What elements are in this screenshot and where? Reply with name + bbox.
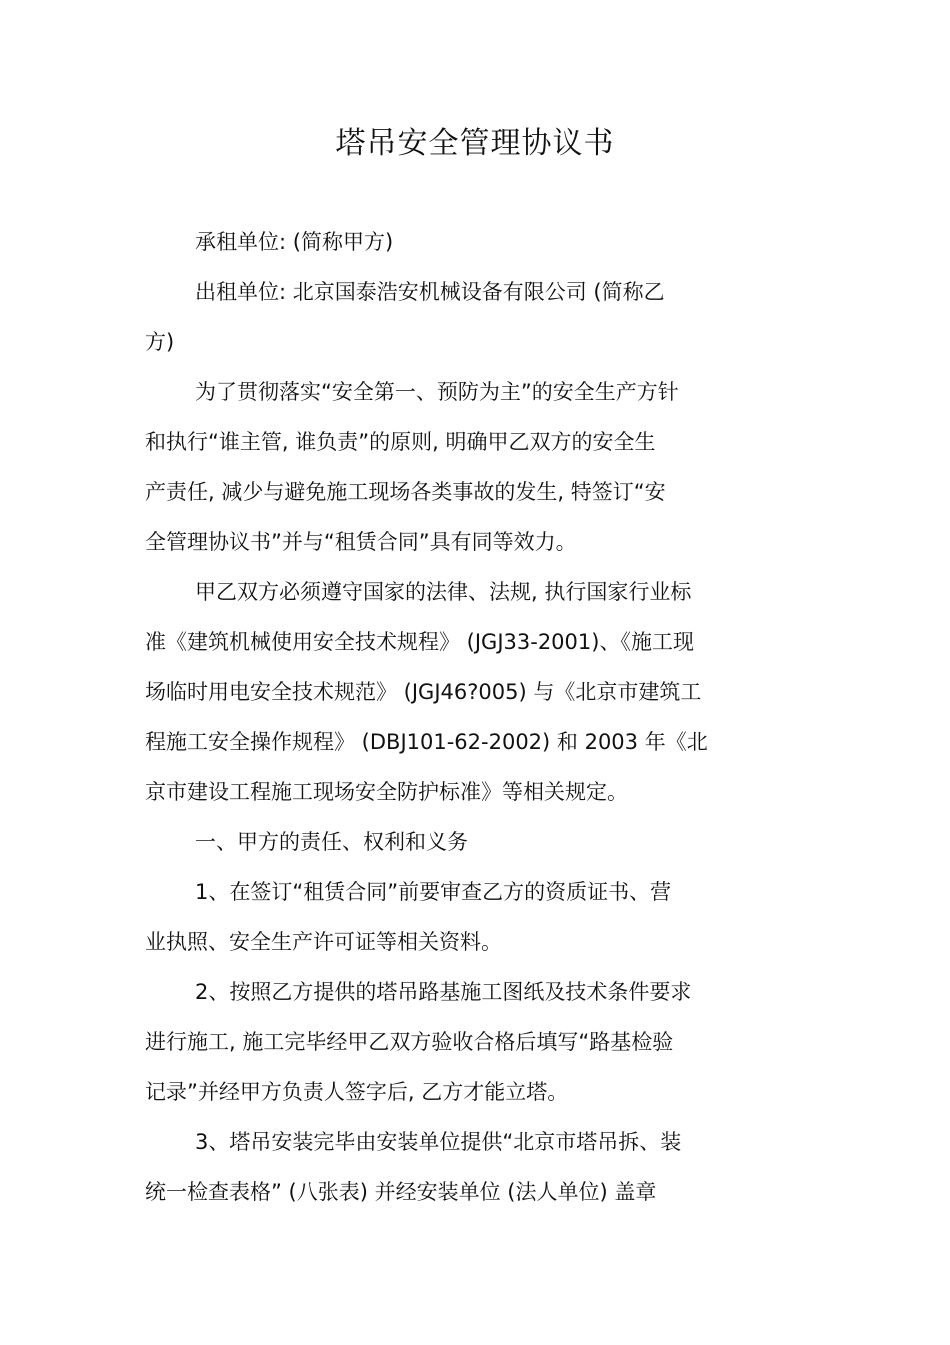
paragraph-line: 全管理协议书”并与“租赁合同”具有同等效力。 <box>145 530 577 554</box>
clause-line: 记录”并经甲方负责人签字后, 乙方才能立塔。 <box>145 1080 569 1104</box>
paragraph-line: 方) <box>145 330 175 354</box>
clause-line: 统一检查表格” (八张表) 并经安装单位 (法人单位) 盖章 <box>145 1180 657 1204</box>
paragraph-line: 产责任, 减少与避免施工现场各类事故的发生, 特签订“安 <box>145 480 666 504</box>
section-heading: 一、甲方的责任、权利和义务 <box>195 830 468 854</box>
lessee-line: 承租单位: (简称甲方) <box>195 230 394 254</box>
document-title: 塔吊安全管理协议书 <box>335 126 615 161</box>
clause-line: 3、塔吊安装完毕由安装单位提供“北京市塔吊拆、装 <box>195 1130 682 1154</box>
clause-line: 进行施工, 施工完毕经甲乙双方验收合格后填写“路基检验 <box>145 1030 674 1054</box>
paragraph-line: 和执行“谁主管, 谁负责”的原则, 明确甲乙双方的安全生 <box>145 430 656 454</box>
paragraph-line: 场临时用电安全技术规范》 (JGJ46?005) 与《北京市建筑工 <box>145 680 702 704</box>
clause-line: 2、按照乙方提供的塔吊路基施工图纸及技术条件要求 <box>195 980 692 1004</box>
paragraph-line: 为了贯彻落实“安全第一、预防为主”的安全生产方针 <box>195 380 679 404</box>
paragraph-line: 甲乙双方必须遵守国家的法律、法规, 执行国家行业标 <box>195 580 692 604</box>
paragraph-line: 程施工安全操作规程》 (DBJ101-62-2002) 和 2003 年《北 <box>145 730 708 754</box>
clause-line: 业执照、安全生产许可证等相关资料。 <box>145 930 502 954</box>
clause-line: 1、在签订“租赁合同”前要审查乙方的资质证书、营 <box>195 880 672 904</box>
paragraph-line: 京市建设工程施工现场安全防护标准》等相关规定。 <box>145 780 628 804</box>
lessor-line: 出租单位: 北京国泰浩安机械设备有限公司 (简称乙 <box>195 280 665 304</box>
paragraph-line: 准《建筑机械使用安全技术规程》 (JGJ33-2001)、《施工现 <box>145 630 694 654</box>
